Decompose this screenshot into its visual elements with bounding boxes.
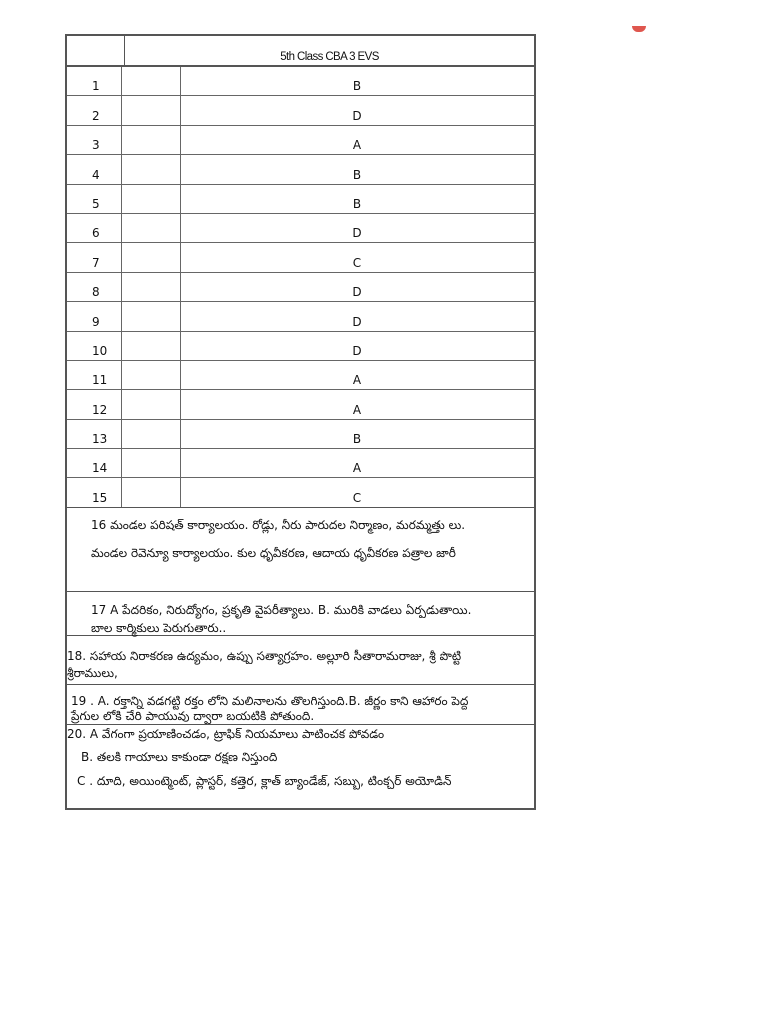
answer-17 (67, 592, 534, 636)
answer-letter: D (352, 226, 362, 241)
empty-cell (121, 302, 181, 330)
empty-cell (121, 361, 181, 389)
answer-letter: C (352, 255, 362, 270)
empty-cell (121, 449, 181, 477)
question-number: 8 (92, 285, 100, 300)
answer-row (67, 420, 534, 449)
answer-row (67, 302, 534, 331)
answer-key-sheet (65, 34, 536, 810)
answers-table (67, 67, 534, 508)
empty-cell (121, 332, 181, 360)
answer-16-line-1: 16 మండల పరిషత్ కార్యాలయం. రోడ్లు, నీరు పారుదల నిర్మాణం, మరమ్మత్తు లు. (91, 518, 466, 532)
question-number: 4 (92, 167, 100, 182)
answer-20-line-1: 20. A వేగంగా ప్రయాణించడం, ట్రాఫిక్ నియమాలు పాటించక పోవడం (67, 727, 385, 741)
question-number: 11 (92, 373, 108, 388)
answer-19 (67, 685, 534, 725)
red-corner-mark (632, 26, 646, 32)
answer-row (67, 67, 534, 96)
answer-19-line-2: ప్రేగుల లోకి చేరి పాయువు ద్వారా బయటికి పోతుంది. (71, 709, 315, 723)
answer-row (67, 449, 534, 478)
question-number: 7 (92, 255, 100, 270)
question-number: 3 (92, 138, 100, 153)
answer-row (67, 478, 534, 507)
answer-row (67, 214, 534, 243)
answer-letter: D (352, 285, 362, 300)
answer-letter: B (352, 196, 362, 211)
answer-row (67, 155, 534, 184)
answer-19-line-1: 19 . A. రక్తాన్ని వడగట్టి రక్తం లోని మలినాలను తొలగిస్తుంది.B. జీర్ణం కాని ఆహారం పెద్ద (71, 694, 469, 708)
question-number: 9 (92, 314, 100, 329)
answer-letter: A (352, 402, 362, 417)
empty-cell (121, 214, 181, 242)
question-number: 13 (92, 432, 108, 447)
empty-cell (121, 390, 181, 418)
answer-row (67, 126, 534, 155)
answer-17-line-1: 17 A పేదరికం, నిరుద్యోగం, ప్రకృతి వైపరీత్యాలు. B. మురికి వాడలు ఏర్పడుతాయి. (91, 603, 472, 617)
answer-16-line-2: మండల రెవెన్యూ కార్యాలయం. కుల ధృవీకరణ, ఆదాయ ధృవీకరణ పత్రాల జారీ (91, 546, 456, 560)
answer-20-line-2: B. తలకి గాయాలు కాకుండా రక్షణ నిస్తుంది (81, 750, 278, 764)
title-row (67, 36, 534, 67)
answer-row (67, 96, 534, 125)
title-empty-cell (67, 36, 125, 65)
empty-cell (121, 243, 181, 271)
answer-16 (67, 508, 534, 592)
answer-18 (67, 636, 534, 685)
answer-letter: D (352, 343, 362, 358)
answer-letter: D (352, 314, 362, 329)
answer-row (67, 390, 534, 419)
answer-row (67, 361, 534, 390)
question-number: 10 (92, 343, 108, 358)
question-number: 2 (92, 108, 100, 123)
empty-cell (121, 273, 181, 301)
answer-letter: C (352, 490, 362, 505)
question-number: 12 (92, 402, 108, 417)
answer-letter: A (352, 138, 362, 153)
empty-cell (121, 96, 181, 124)
question-number: 1 (92, 79, 100, 94)
question-number: 6 (92, 226, 100, 241)
empty-cell (121, 67, 181, 95)
question-number: 5 (92, 196, 100, 211)
answer-row (67, 273, 534, 302)
empty-cell (121, 126, 181, 154)
answer-letter: B (352, 79, 362, 94)
answer-letter: B (352, 167, 362, 182)
empty-cell (121, 420, 181, 448)
answer-17-line-2: బాల కార్మికులు పెరుగుతారు.. (91, 621, 227, 635)
empty-cell (121, 478, 181, 506)
question-number: 15 (92, 490, 108, 505)
answer-18-line-2: శ్రీరాములు, (67, 666, 118, 680)
answer-18-line-1: 18. సహాయ నిరాకరణ ఉద్యమం, ఉప్పు సత్యాగ్రహం. అల్లూరి సీతారామరాజు, శ్రీ పొట్టి (67, 649, 462, 663)
answer-letter: A (352, 461, 362, 476)
answer-row (67, 243, 534, 272)
sheet-title: 5th Class CBA 3 EVS (280, 51, 379, 63)
empty-cell (121, 155, 181, 183)
answer-letter: A (352, 373, 362, 388)
answer-letter: B (352, 432, 362, 447)
empty-cell (121, 185, 181, 213)
answer-row (67, 185, 534, 214)
answer-row (67, 332, 534, 361)
answer-20 (67, 725, 534, 810)
answer-20-line-3: C . దూది, అయింట్మెంట్, ప్లాస్టర్, కత్తెర, క్లాత్ బ్యాండేజ్, సబ్బు, టింక్చర్ అయోడిన్ (77, 774, 452, 788)
answer-letter: D (352, 108, 362, 123)
question-number: 14 (92, 461, 108, 476)
